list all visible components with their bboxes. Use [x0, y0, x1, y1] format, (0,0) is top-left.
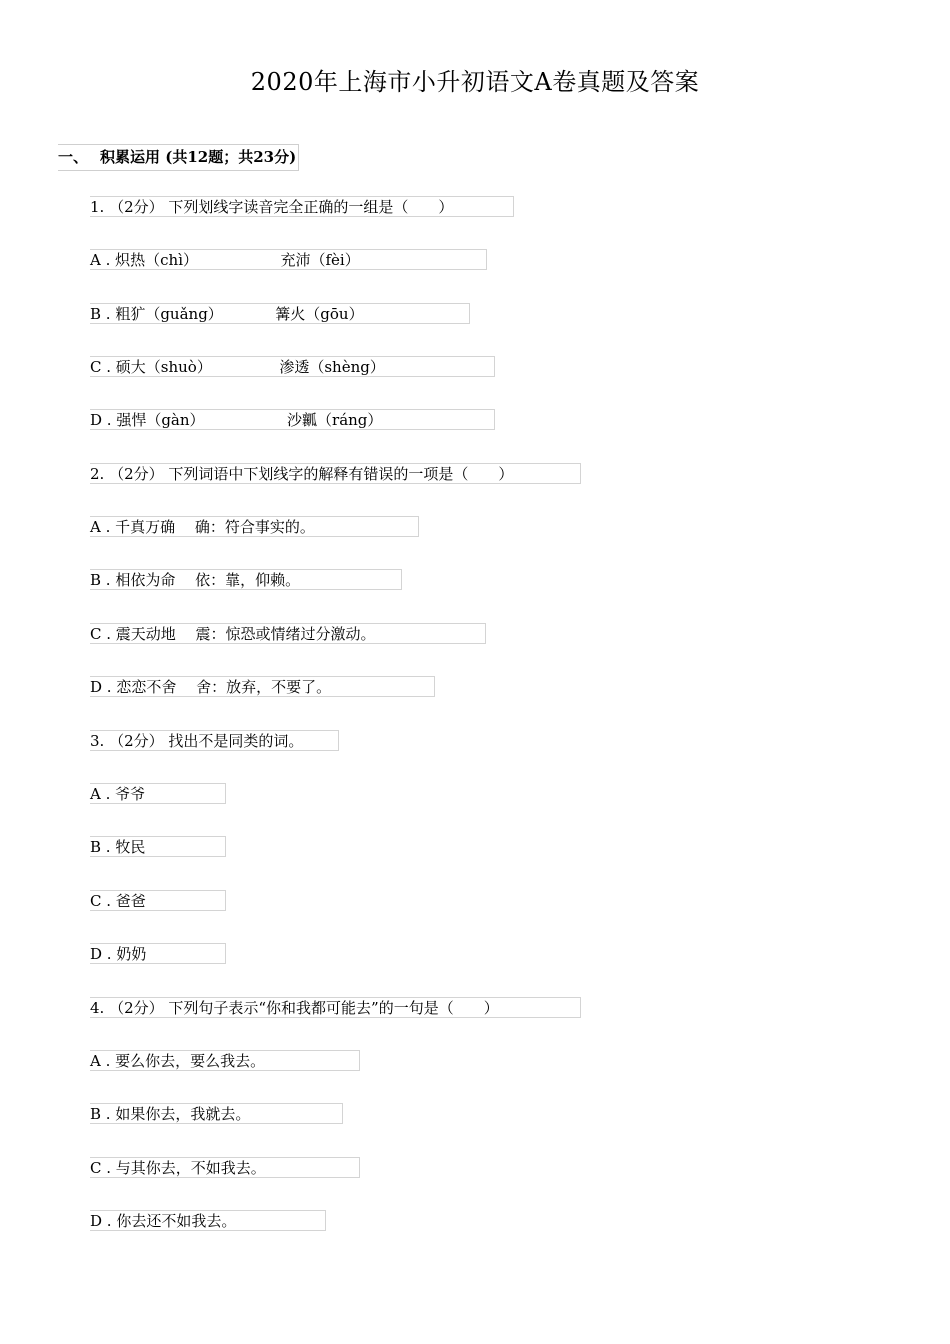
question-1-stem: 1. （2分） 下列划线字读音完全正确的一组是（ ）: [90, 196, 514, 217]
question-4-option-c: C . 与其你去，不如我去。: [90, 1157, 360, 1178]
section-number: 一、: [58, 148, 89, 166]
document-title: 2020年上海市小升初语文A卷真题及答案: [250, 68, 700, 96]
question-3-stem: 3. （2分） 找出不是同类的词。: [90, 730, 339, 751]
question-2-option-b: B . 相依为命 依：靠，仰赖。: [90, 569, 402, 590]
question-2-option-d: D . 恋恋不舍 舍：放弃，不要了。: [90, 676, 435, 697]
question-4-option-b: B . 如果你去，我就去。: [90, 1103, 343, 1124]
question-2-option-c: C . 震天动地 震：惊恐或情绪过分激动。: [90, 623, 486, 644]
question-2-stem: 2. （2分） 下列词语中下划线字的解释有错误的一项是（ ）: [90, 463, 581, 484]
question-1-option-a: A . 炽热（chì） 充沛（fèi）: [90, 249, 487, 270]
question-4-option-d: D . 你去还不如我去。: [90, 1210, 326, 1231]
question-4-option-a: A . 要么你去，要么我去。: [90, 1050, 360, 1071]
question-4-stem: 4. （2分） 下列句子表示“你和我都可能去”的一句是（ ）: [90, 997, 581, 1018]
question-2-option-a: A . 千真万确 确：符合事实的。: [90, 516, 419, 537]
question-3-option-b: B . 牧民: [90, 836, 226, 857]
question-1-option-d: D . 强悍（gàn） 沙瓤（ráng）: [90, 409, 495, 430]
question-3-option-c: C . 爸爸: [90, 890, 226, 911]
question-1-option-c: C . 硕大（shuò） 渗透（shèng）: [90, 356, 495, 377]
section-heading: [58, 144, 299, 171]
question-1-option-b: B . 粗犷（guǎng） 篝火（gōu）: [90, 303, 470, 324]
section-label: 积累运用 (共12题；共23分): [100, 148, 297, 166]
question-3-option-a: A . 爷爷: [90, 783, 226, 804]
question-3-option-d: D . 奶奶: [90, 943, 226, 964]
